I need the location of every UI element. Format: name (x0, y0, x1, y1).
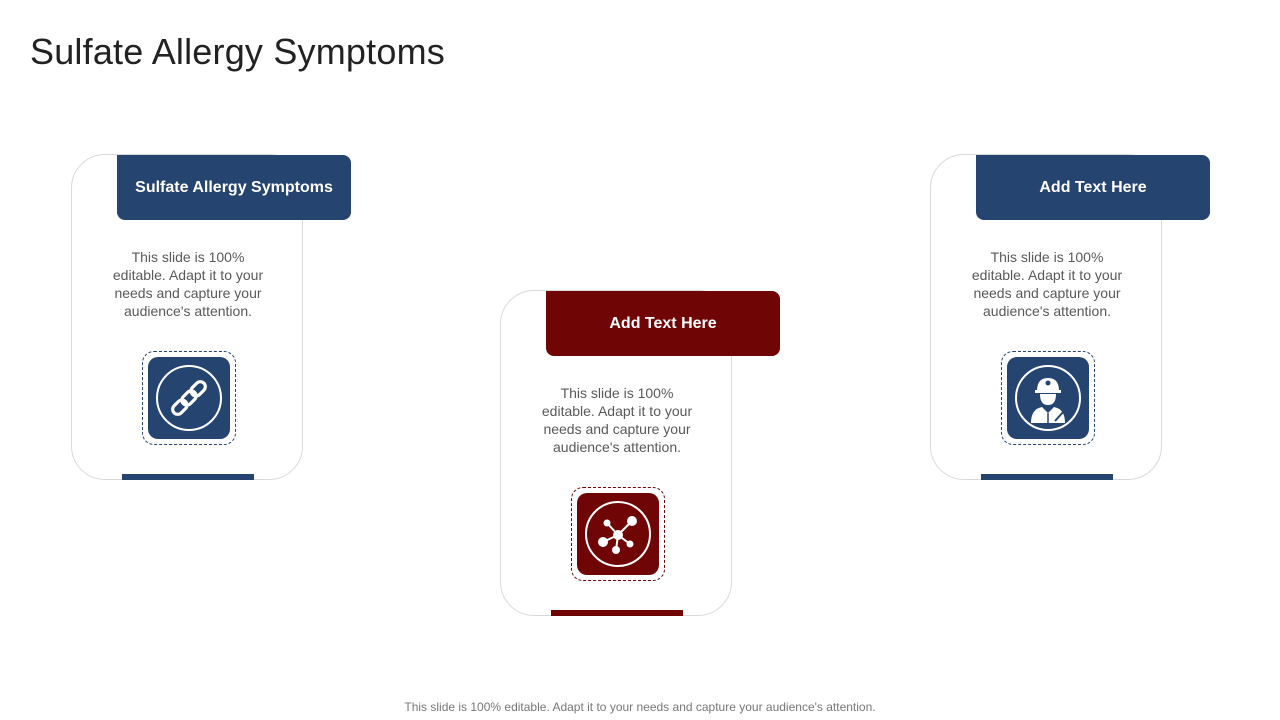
card-2-icon-frame (571, 487, 665, 581)
footer-note: This slide is 100% editable. Adapt it to your needs and capture your audience's attention. (404, 700, 876, 714)
card-1 (71, 154, 333, 480)
card-2-text: This slide is 100% editable. Adapt it to your needs and capture your audience's attention. (541, 385, 693, 455)
card-2-icon-tile (577, 493, 659, 575)
card-3-icon-frame (1001, 351, 1095, 445)
page-title: Sulfate Allergy Symptoms (30, 31, 445, 72)
card-1-icon-frame (142, 351, 236, 445)
worker-helmet-icon (1011, 361, 1085, 435)
molecule-network-icon (581, 497, 655, 571)
card-2 (500, 290, 732, 616)
card-1-accent-bar (122, 474, 254, 480)
card-3-icon-tile (1007, 357, 1089, 439)
card-3 (930, 154, 1162, 480)
card-3-text: This slide is 100% editable. Adapt it to your needs and capture your audience's attention. (971, 249, 1123, 319)
chain-link-icon (152, 361, 226, 435)
card-3-accent-bar (981, 474, 1113, 480)
card-2-heading: Add Text Here (546, 291, 780, 356)
card-1-text: This slide is 100% editable. Adapt it to your needs and capture your audience's attention. (112, 249, 264, 319)
card-1-icon-tile (148, 357, 230, 439)
card-2-accent-bar (551, 610, 683, 616)
card-3-heading: Add Text Here (976, 155, 1210, 220)
card-1-heading: Sulfate Allergy Symptoms (117, 155, 351, 220)
